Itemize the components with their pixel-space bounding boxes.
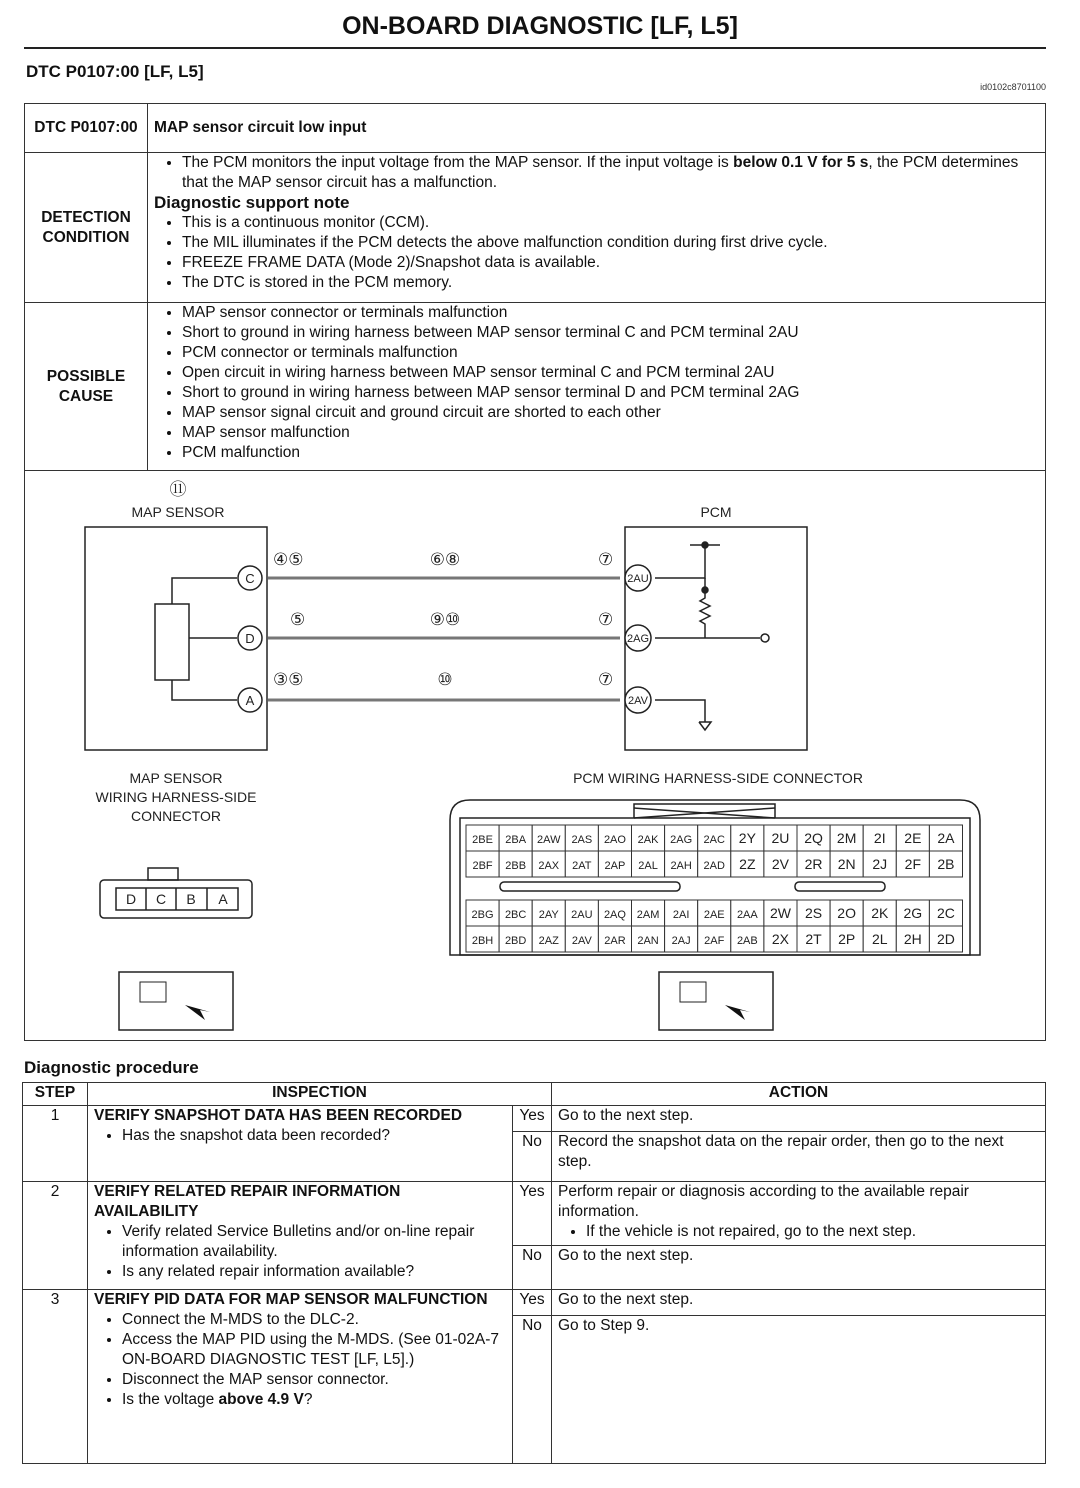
pcm-pin-label: 2BA [505,834,527,846]
yes-action: Go to the next step. [552,1290,1046,1316]
step-number: 2 [23,1182,88,1290]
pcm-pin-label: 2AQ [603,909,626,921]
pcm-terminal-2au: 2AU [627,573,649,585]
pcm-pin-label: 2AD [703,860,725,872]
pcm-pin-label: 2T [805,931,822,947]
question-text: Is the voltage [122,1391,219,1408]
inspection-item: • Access the MAP PID using the M-MDS. (See 01-02A-7 ON-BOARD DIAGNOSTIC TEST [LF, L5].) [122,1330,506,1370]
pcm-pin-label: 2BF [472,860,493,872]
procedure-table [22,1082,1046,1464]
wire-ref: ⑥⑧ [429,550,461,569]
wire-ref: ⑩ [437,670,453,689]
wire-ref: ④⑤ [273,550,304,569]
page-title: ON-BOARD DIAGNOSTIC [LF, L5] [342,12,738,40]
pcm-pin-label: 2AJ [671,935,691,947]
pcm-pin-label: 2F [904,856,922,872]
no-label: No [513,1132,552,1182]
sensor-terminal-c: C [245,571,255,586]
pcm-pin-label: 2AS [571,834,593,846]
pcm-pin-label: 2B [937,856,955,872]
pcm-pin-label: 2R [804,856,823,872]
pcm-pin-label: 2BD [504,935,527,947]
pcm-terminal-2av: 2AV [628,695,648,707]
possible-cause: • MAP sensor connector or terminals malfunction [182,303,1039,323]
pcm-pin-label: 2Q [804,830,823,846]
no-action: Go to Step 9. [552,1316,1046,1464]
no-action: Go to the next step. [552,1246,1046,1290]
wire-ref: ③⑤ [273,670,304,689]
pcm-pin-label: 2J [872,856,888,872]
sensor-pin: D [125,891,137,907]
sensor-connector-label: WIRING HARNESS-SIDE [95,789,257,805]
voltage-threshold: above 4.9 V [218,1391,304,1408]
inspection-item: • Has the snapshot data been recorded? [122,1126,506,1146]
pcm-pin-label: 2AG [670,834,693,846]
pcm-connector-pins [466,825,963,952]
pcm-pin-label: 2BB [505,860,527,872]
pcm-pin-label: 2AW [537,834,561,846]
pcm-pin-label: 2AF [704,935,725,947]
pcm-pin-label: 2AV [571,935,592,947]
sensor-element [155,604,189,680]
dtc-code-label: DTC P0107:00 [25,104,148,153]
support-note: • The MIL illuminates if the PCM detects the above malfunction condition during first drive cycle. [182,233,1039,253]
possible-cause: • Open circuit in wiring harness between MAP sensor terminal C and PCM terminal 2AU [182,363,1039,383]
pcm-pin-label: 2M [836,830,857,846]
detection-condition-label: DETECTION CONDITION [25,153,148,303]
sensor-terminal-d: D [245,631,255,646]
pcm-pin-label: 2AI [672,909,690,921]
pcm-pin-label: 2H [903,931,922,947]
procedure-title: Diagnostic procedure [24,1058,199,1077]
pcm-pin-label: 2N [837,856,856,872]
pcm-pin-label: 2I [873,830,886,846]
sensor-pin: A [218,891,228,907]
yes-action-text: Perform repair or diagnosis according to the available repair information. [558,1183,969,1220]
possible-cause: • MAP sensor signal circuit and ground circuit are shorted to each other [182,403,1039,423]
pcm-pin-label: 2W [769,905,791,921]
pcm-pin-label: 2AZ [538,935,559,947]
inspection-item: • Disconnect the MAP sensor connector. [122,1370,506,1390]
pcm-view-icon-frame [659,972,773,1030]
inspection-item [122,1390,506,1410]
pcm-pin-label: 2AR [604,935,626,947]
pcm-pin-label: 2U [771,830,790,846]
step-number: 1 [23,1106,88,1182]
pcm-pin-label: 2AM [636,909,660,921]
possible-cause-label: POSSIBLE CAUSE [25,303,148,471]
pcm-pin-label: 2S [804,905,823,921]
inspection-item: • Connect the M-MDS to the DLC-2. [122,1310,506,1330]
pcm-pin-label: 2AP [604,860,626,872]
pcm-pin-label: 2AH [670,860,692,872]
yes-action [552,1182,1046,1246]
step-title: VERIFY RELATED REPAIR INFORMATION AVAILABILITY [94,1183,401,1220]
pcm-pin-label: 2P [838,931,856,947]
sensor-terminal-a: A [245,693,255,708]
step-inspection [88,1182,513,1290]
pcm-pin-label: 2AX [538,860,560,872]
pcm-terminal-2ag: 2AG [626,633,650,645]
possible-cause: • PCM malfunction [182,443,1039,463]
yes-label: Yes [513,1182,552,1246]
inspection-item: • Verify related Service Bulletins and/or on-line repair information availability. [122,1222,506,1262]
pcm-pin-label: 2V [771,856,790,872]
pcm-pin-label: 2AB [736,935,758,947]
detection-text: The PCM monitors the input voltage from the MAP sensor. If the input voltage is [182,154,734,171]
step-title: VERIFY SNAPSHOT DATA HAS BEEN RECORDED [94,1107,463,1124]
wire-ref: ⑤ [290,610,306,629]
pcm-pin-label: 2AT [572,860,592,872]
pcm-pin-label: 2Y [738,830,756,846]
sensor-ref-number: ⑪ [169,480,187,499]
pcm-pin-label: 2AE [703,909,725,921]
inspection-item: • Is any related repair information available? [122,1262,506,1282]
pcm-pin-label: 2O [837,905,856,921]
pcm-pin-label: 2AA [736,909,758,921]
pcm-pin-label: 2A [937,830,955,846]
document-id: id0102c8701100 [980,82,1046,92]
sensor-pin: B [186,891,196,907]
dtc-subtitle: DTC P0107:00 [LF, L5] [26,62,204,81]
map-sensor-label: MAP SENSOR [131,504,225,520]
pcm-pin-label: 2BG [471,909,494,921]
yes-label: Yes [513,1290,552,1316]
pcm-pin-label: 2L [871,931,888,947]
step-inspection [88,1106,513,1182]
pcm-pin-label: 2AU [571,909,593,921]
dtc-description: MAP sensor circuit low input [148,104,1046,153]
pcm-pin-label: 2K [871,905,889,921]
header-action: ACTION [552,1083,1046,1106]
pcm-pin-label: 2AO [603,834,626,846]
pcm-pin-label: 2AC [703,834,725,846]
yes-label: Yes [513,1106,552,1132]
no-label: No [513,1246,552,1290]
wire-ref: ⑨⑩ [429,610,461,629]
no-label: No [513,1316,552,1464]
sensor-pin: C [155,891,167,907]
yes-action-item: • If the vehicle is not repaired, go to the next step. [586,1222,1039,1242]
support-note: • The DTC is stored in the PCM memory. [182,273,1039,293]
pcm-pin-label: 2BC [504,909,527,921]
wire-ref: ⑦ [598,550,614,569]
pcm-pin-label: 2E [904,830,922,846]
detection-threshold: below 0.1 V for 5 s [733,154,869,171]
pcm-pin-label: 2AK [637,834,659,846]
pcm-pin-label: 2AL [638,860,658,872]
wire-ref: ⑦ [598,610,614,629]
pcm-pin-label: 2BH [471,935,494,947]
sensor-connector-label: MAP SENSOR [129,770,223,786]
question-mark: ? [303,1391,313,1408]
sensor-connector-label: CONNECTOR [131,808,221,824]
support-note-title: Diagnostic support note [154,193,350,212]
detection-text-end: , the PCM determines that the MAP sensor circuit has a malfunction. [182,154,1019,191]
support-note: • This is a continuous monitor (CCM). [182,213,1039,233]
possible-cause: • Short to ground in wiring harness between MAP sensor terminal D and PCM terminal 2AG [182,383,1039,403]
pcm-pin-label: 2BE [472,834,493,846]
pcm-pin-label: 2C [936,905,955,921]
step-title: VERIFY PID DATA FOR MAP SENSOR MALFUNCTION [94,1291,488,1308]
header-step: STEP [23,1083,88,1106]
step-number: 3 [23,1290,88,1464]
step-inspection [88,1290,513,1464]
no-action: Record the snapshot data on the repair order, then go to the next step. [552,1132,1046,1182]
pcm-label: PCM [700,504,732,520]
pcm-pin-label: 2AY [538,909,559,921]
yes-action: Go to the next step. [552,1106,1046,1132]
possible-cause: • MAP sensor malfunction [182,423,1039,443]
possible-cause: • PCM connector or terminals malfunction [182,343,1039,363]
pcm-pin-label: 2G [903,905,923,921]
wire-ref: ⑦ [598,670,614,689]
pcm-pin-label: 2D [936,931,955,947]
pcm-pin-label: 2AN [637,935,659,947]
possible-cause: • Short to ground in wiring harness between MAP sensor terminal C and PCM terminal 2AU [182,323,1039,343]
pcm-connector-label: PCM WIRING HARNESS-SIDE CONNECTOR [573,770,863,786]
pcm-pin-label: 2X [771,931,790,947]
pcm-pin-label: 2Z [739,856,756,872]
sensor-view-icon-frame [119,972,233,1030]
support-note: • FREEZE FRAME DATA (Mode 2)/Snapshot data is available. [182,253,1039,273]
header-inspection: INSPECTION [88,1083,552,1106]
